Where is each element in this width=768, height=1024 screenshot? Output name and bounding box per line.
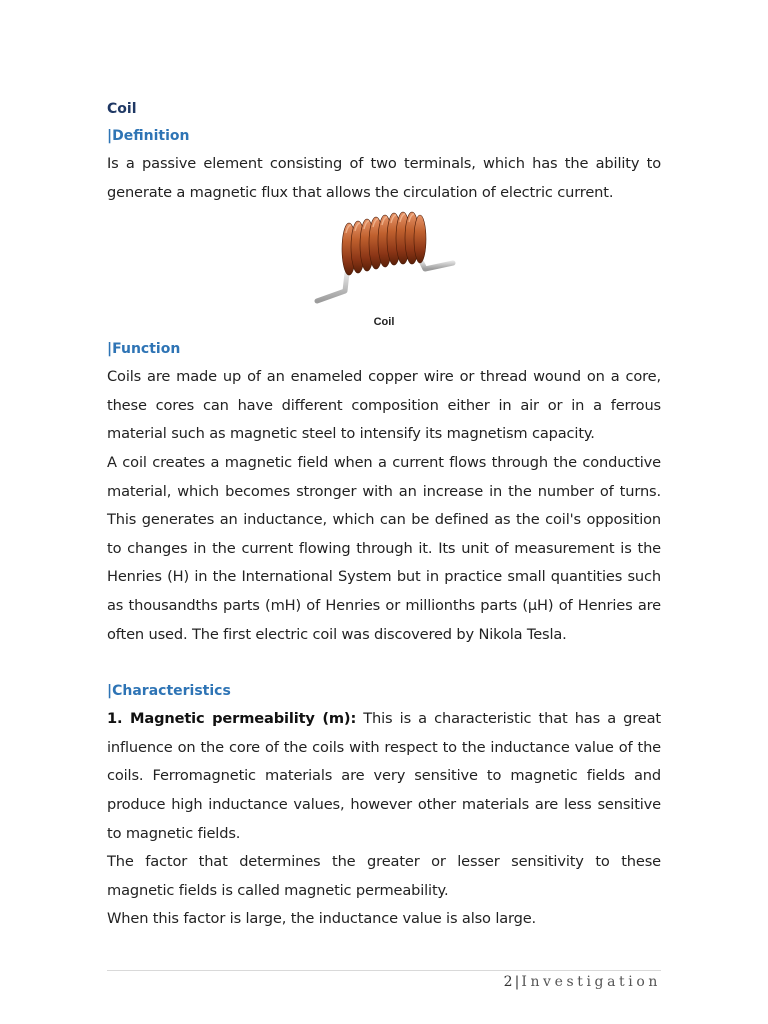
section-spacer [107,649,661,677]
characteristic-item-1 [107,705,661,848]
function-heading: |Function [107,341,181,358]
figure-caption: Coil [373,316,395,329]
characteristic-item-1-text: This is a characteristic that has a great influence on the core of the coils with respect to the inductance value of the coils. Ferromagnetic materials are very sensitive to magnetic fields and produce high inductance values, however other materials are less sensitive to magnetic fields. [107,710,661,842]
footer-label: Investigation [521,974,661,990]
definition-heading: |Definition [107,128,190,144]
characteristic-item-1-label: 1. Magnetic permeability (m): [107,710,357,728]
coil-figure [107,211,661,329]
document-page [107,96,661,934]
characteristics-heading: |Characteristics [107,683,231,700]
footer-separator: | [514,974,520,990]
page-footer [107,970,661,990]
characteristics-paragraph-2: The factor that determines the greater or lesser sensitivity to these magnetic fields is called magnetic permeability. [107,853,661,899]
characteristics-paragraph-3: When this factor is large, the inductance value is also large. [107,910,537,928]
function-paragraph-2: A coil creates a magnetic field when a current flows through the conductive material, which becomes stronger with an increase in the number of turns. This generates an inductance, which can be defined as the coil's opposition to changes in the current flowing through it. Its unit of measurement is the Henries (H) in the International System but in practice small quantities such as thousandths parts (mH) of Henries or millionths parts (µH) of Henries are often used. The first electric coil was discovered by Nikola Tesla. [107,453,661,643]
page-title: Coil [107,101,137,117]
copper-coil-icon [309,211,459,307]
footer-page-number: 2 [503,974,513,990]
definition-text: Is a passive element consisting of two terminals, which has the ability to generate a magnetic flux that allows the circulation of electric current. [107,155,661,201]
function-paragraph-1: Coils are made up of an enameled copper wire or thread wound on a core, these cores can have different composition either in air or in a ferrous material such as magnetic steel to intensify its magnetism capacity. [107,368,661,443]
